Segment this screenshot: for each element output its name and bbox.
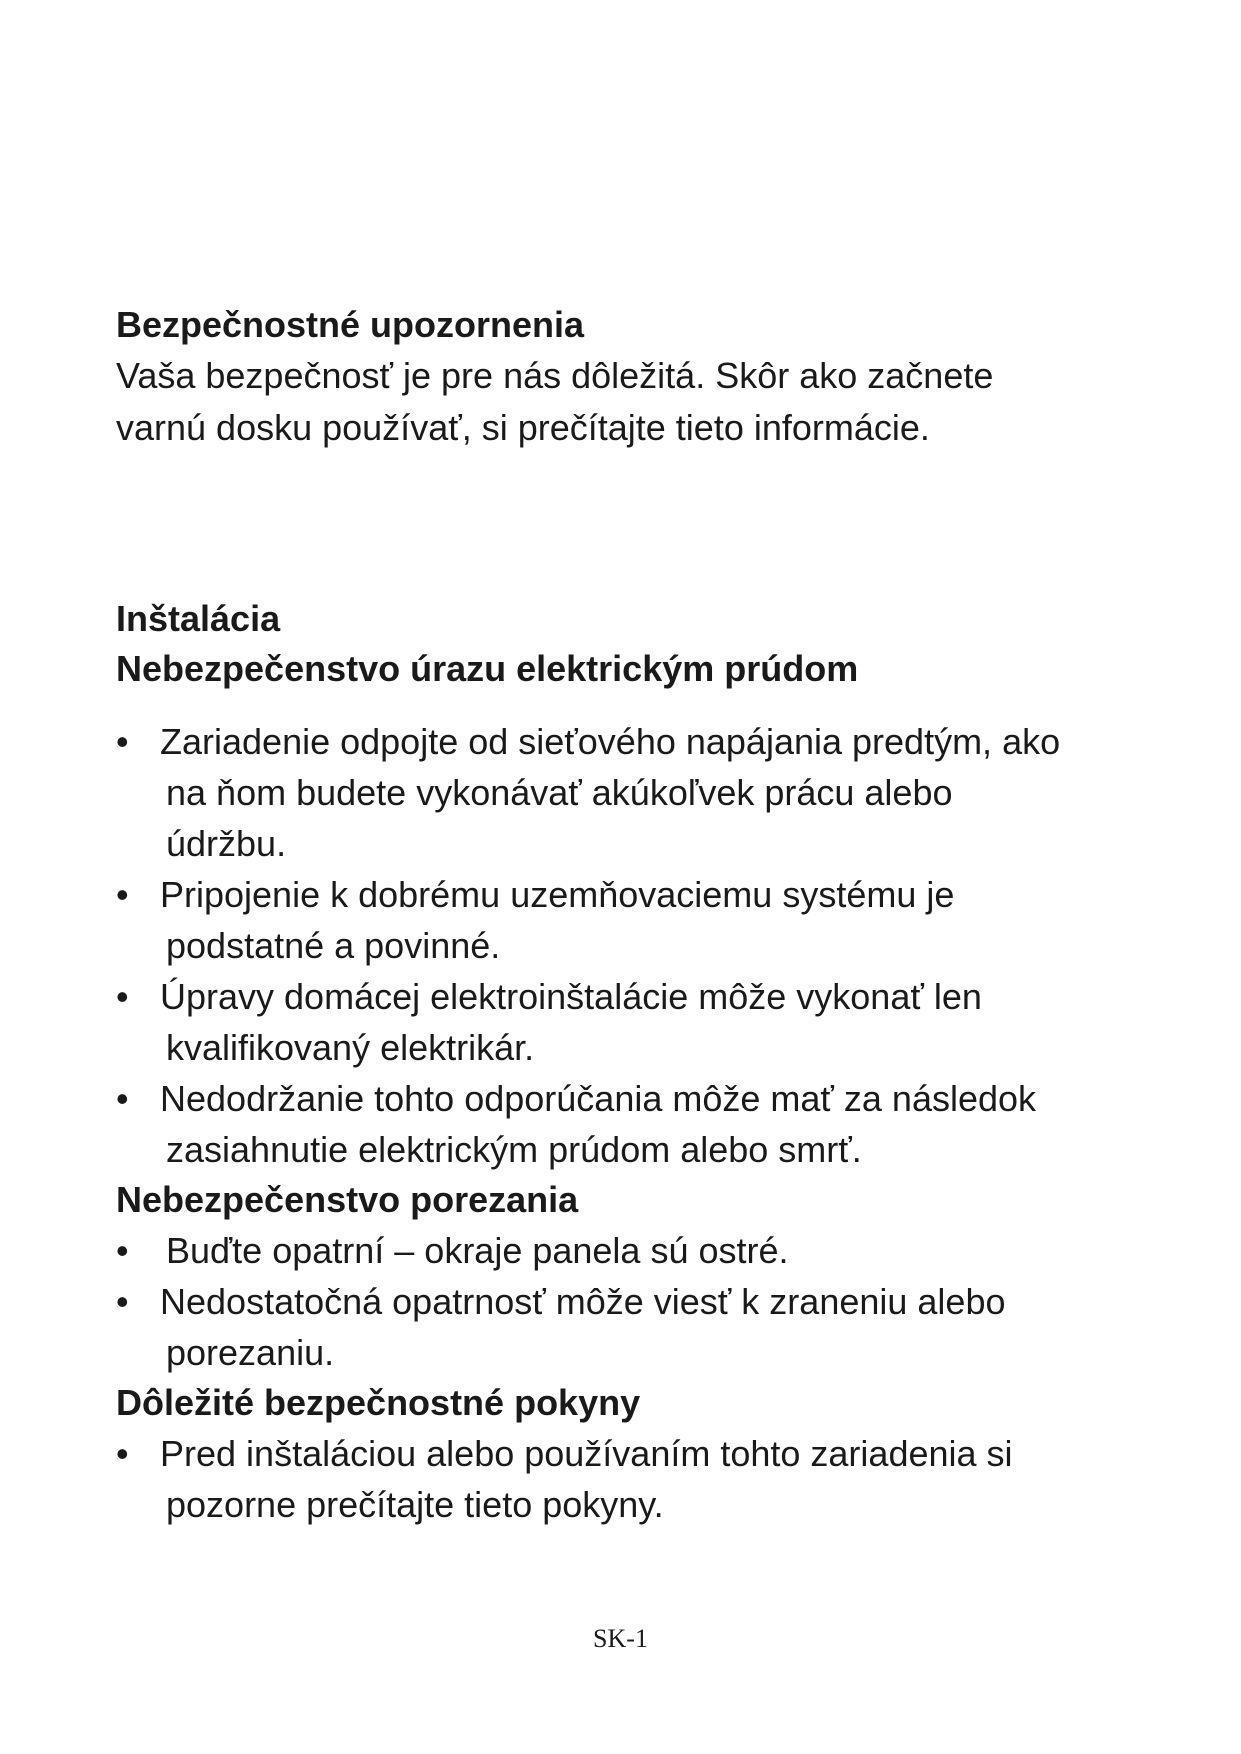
intro-line-1: Vaša bezpečnosť je pre nás dôležitá. Skôr ako začnete: [116, 355, 994, 396]
installation-heading: Inštalácia: [116, 598, 281, 639]
bullet-icon: •: [116, 874, 129, 915]
list-item: • Úpravy domácej elektroinštalácie môže vykonať len kvalifikovaný elektrikár.: [116, 971, 1136, 1073]
cutting-hazard-heading: Nebezpečenstvo porezania: [116, 1179, 579, 1220]
page-number: SK-1: [593, 1624, 648, 1653]
important-safety-heading: Dôležité bezpečnostné pokyny: [116, 1382, 641, 1423]
bullet-icon: •: [116, 976, 129, 1017]
intro-line-2: varnú dosku používať, si prečítajte tieto informácie.: [116, 407, 930, 448]
list-item: • Nedodržanie tohto odporúčania môže mať za následok zasiahnutie elektrickým prúdom alebo smrť.: [116, 1073, 1136, 1175]
list-item: • Pred inštaláciou alebo používaním tohto zariadenia si pozorne prečítajte tieto pokyny.: [116, 1428, 1136, 1530]
important-safety-list: [116, 1428, 1136, 1530]
list-item: • Pripojenie k dobrému uzemňovaciemu systému je podstatné a povinné.: [116, 869, 1136, 971]
list-item: • Zariadenie odpojte od sieťového napájania predtým, ako na ňom budete vykonávať akúkoľvek prácu alebo údržbu.: [116, 716, 1136, 869]
bullet-icon: •: [116, 1230, 129, 1271]
bullet-icon: •: [116, 1078, 129, 1119]
cutting-hazard-list: [116, 1225, 1136, 1378]
safety-warnings-heading: Bezpečnostné upozornenia: [116, 304, 585, 345]
electric-shock-heading: Nebezpečenstvo úrazu elektrickým prúdom: [116, 648, 859, 689]
list-item: • Buďte opatrní – okraje panela sú ostré.: [116, 1225, 1136, 1276]
page-content: [116, 300, 1136, 1530]
list-item: • Nedostatočná opatrnosť môže viesť k zraneniu alebo porezaniu.: [116, 1276, 1136, 1378]
bullet-icon: •: [116, 1433, 129, 1474]
bullet-icon: •: [116, 721, 129, 762]
bullet-icon: •: [116, 1281, 129, 1322]
electric-shock-list: [116, 716, 1136, 1175]
